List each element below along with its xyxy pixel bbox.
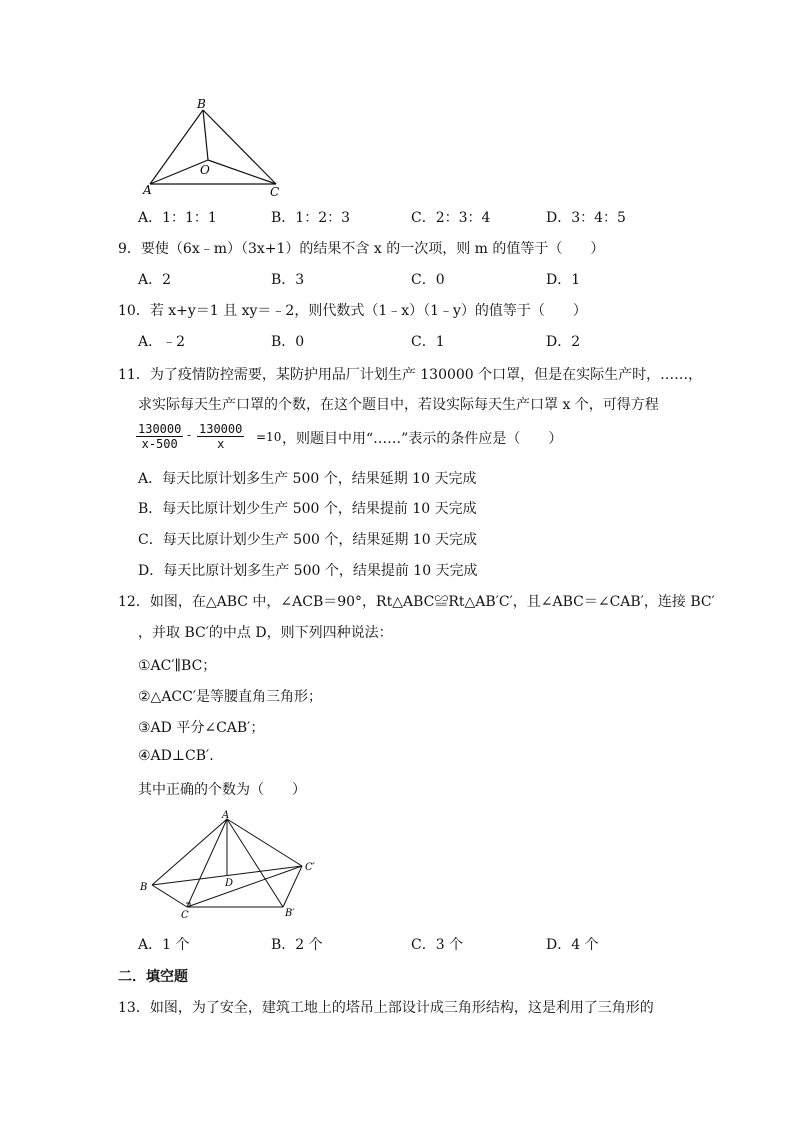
q12-option-d[interactable]: D．4 个 <box>546 937 599 953</box>
q12-option-a[interactable]: A．1 个 <box>138 937 190 953</box>
equation-minus: - <box>187 428 192 442</box>
q11-line2: 求实际每天生产口罩的个数，在这个题目中，若设实际每天生产口罩 x 个，可得方程 <box>138 397 659 413</box>
q13-text: 13．如图，为了安全，建筑工地上的塔吊上部设计成三角形结构，这是利用了三角形的 <box>118 1000 654 1016</box>
q9-option-b[interactable]: B．3 <box>271 272 305 288</box>
label-b: B <box>197 97 206 111</box>
q10-option-a[interactable]: A．﹣2 <box>138 334 186 350</box>
fraction-1-numerator: 130000 <box>138 422 182 436</box>
q10-option-b[interactable]: B．0 <box>271 334 305 350</box>
fraction-2-denominator: x <box>217 437 225 451</box>
q9-option-c[interactable]: C．0 <box>411 272 445 288</box>
q12-statement-2: ②△ACC′是等腰直角三角形； <box>138 689 323 705</box>
q11-option-d[interactable]: D．每天比原计划多生产 500 个，结果提前 10 天完成 <box>138 563 478 579</box>
label-c: C <box>181 910 189 921</box>
q12-line1: 12．如图，在△ABC 中，∠ACB＝90°，Rt△ABC≌Rt△AB′C′，且∠ABC＝∠CAB′，连接 BC′ <box>118 594 715 610</box>
label-b-prime: B′ <box>285 908 295 919</box>
label-o: O <box>200 163 210 177</box>
equation-equals: =10 <box>256 430 282 444</box>
q11-line1: 11．为了疫情防控需要，某防护用品厂计划生产 130000 个口罩，但是在实际生产时，……， <box>118 367 703 383</box>
q8-option-b[interactable]: B．1：2：3 <box>271 210 351 226</box>
q11-line3: ，则题目中用“……”表示的条件应是（ ） <box>282 431 563 447</box>
label-a: A <box>143 183 152 197</box>
q11-option-a[interactable]: A．每天比原计划多生产 500 个，结果延期 10 天完成 <box>138 471 477 487</box>
q8-option-d[interactable]: D．3：4：5 <box>546 210 626 226</box>
q9-option-a[interactable]: A．2 <box>138 272 172 288</box>
q12-line2: ，并取 BC′的中点 D，则下列四种说法： <box>138 625 393 641</box>
q10-option-d[interactable]: D．2 <box>546 334 581 350</box>
q8-option-c[interactable]: C．2：3：4 <box>411 210 491 226</box>
equation-fraction-1 <box>136 422 183 451</box>
equation-fraction-2 <box>197 422 244 451</box>
q8-option-a[interactable]: A．1：1：1 <box>138 210 217 226</box>
q12-option-b[interactable]: B．2 个 <box>271 937 323 953</box>
fraction-1-denominator: x-500 <box>141 437 178 451</box>
label-c-prime: C′ <box>305 862 315 873</box>
section-heading: 二．填空题 <box>118 969 188 985</box>
q12-statement-3: ③AD 平分∠CAB′； <box>138 720 265 736</box>
fraction-2-numerator: 130000 <box>199 422 243 436</box>
label-c: C <box>270 185 280 199</box>
q8-options <box>138 207 698 227</box>
q9-text: 9．要使（6x﹣m）（3x+1）的结果不含 x 的一次项，则 m 的值等于（ ） <box>118 241 605 257</box>
q11-option-c[interactable]: C．每天比原计划少生产 500 个，结果延期 10 天完成 <box>138 532 478 548</box>
label-a: A <box>222 810 230 821</box>
q12-options <box>138 934 698 954</box>
q10-option-c[interactable]: C．1 <box>411 334 445 350</box>
q12-statement-1: ①AC′∥BC； <box>138 658 217 674</box>
q10-text: 10．若 x+y＝1 且 xy＝﹣2，则代数式（1﹣x）（1﹣y）的值等于（ ） <box>118 303 587 319</box>
q9-option-d[interactable]: D．1 <box>546 272 581 288</box>
q10-options <box>138 331 698 351</box>
q11-option-b[interactable]: B．每天比原计划少生产 500 个，结果提前 10 天完成 <box>138 501 477 517</box>
label-b: B <box>140 882 148 893</box>
q9-options <box>138 269 698 289</box>
q12-statement-4: ④AD⊥CB′. <box>138 748 214 764</box>
q12-question: 其中正确的个数为（ ） <box>138 782 306 798</box>
triangle-figure-q12 <box>135 808 335 926</box>
label-d: D <box>225 878 234 889</box>
q12-option-c[interactable]: C．3 个 <box>411 937 464 953</box>
triangle-figure-q8 <box>138 96 288 202</box>
